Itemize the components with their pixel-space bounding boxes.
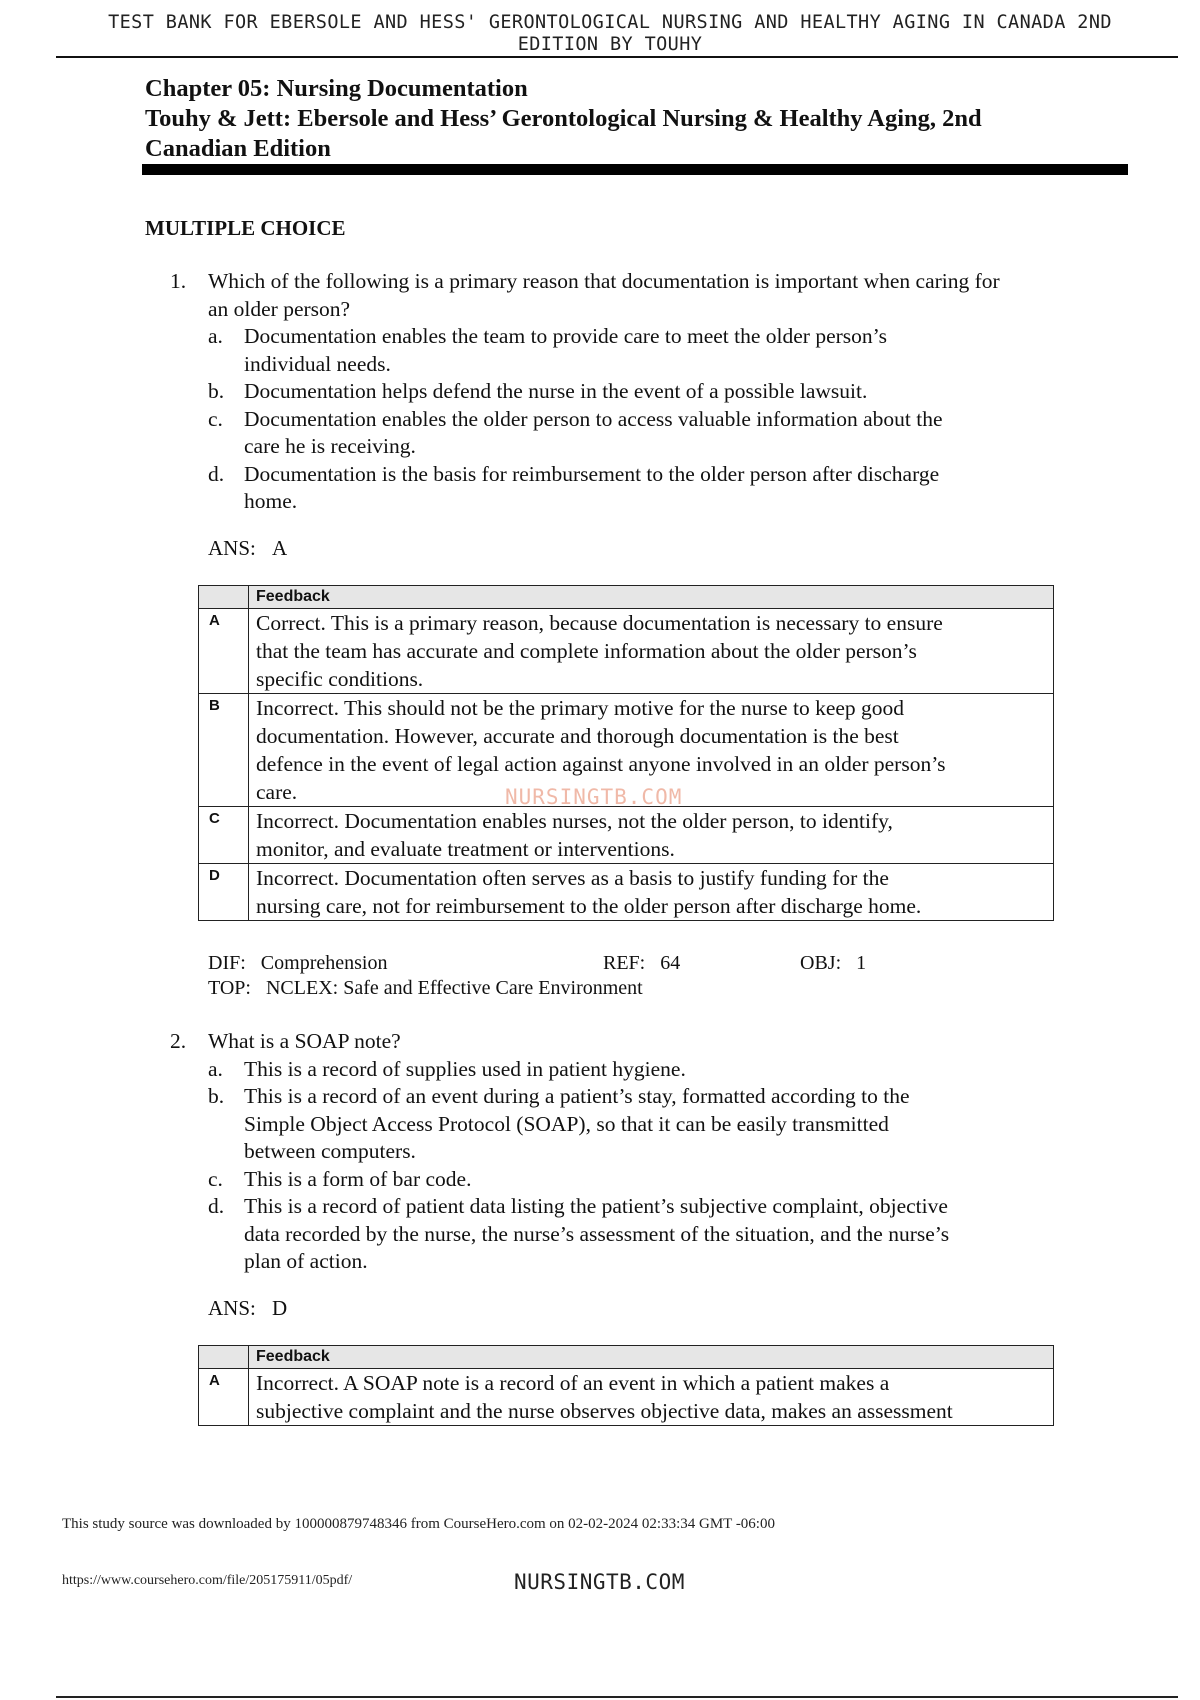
- feedback-table-2: [198, 1345, 1054, 1426]
- feedback-line: Incorrect. Documentation often serves as a basis to justify funding for the: [256, 866, 889, 890]
- feedback-text: [249, 609, 1054, 694]
- meta-label: TOP:: [208, 977, 251, 999]
- meta-label: REF:: [603, 952, 646, 974]
- question-number: 2.: [170, 1029, 187, 1053]
- answer-options: [208, 1056, 1100, 1276]
- chapter-rule: [142, 164, 1128, 175]
- feedback-text: [249, 807, 1054, 864]
- option-text: Documentation helps defend the nurse in the event of a possible lawsuit.: [244, 379, 868, 403]
- running-header: [30, 12, 1190, 56]
- meta-value: Comprehension: [260, 952, 388, 974]
- option-text: Documentation is the basis for reimbursement to the older person after discharge: [244, 461, 940, 486]
- answer-value: A: [272, 536, 288, 560]
- answer-options: [208, 323, 1100, 516]
- feedback-letter: A: [199, 1369, 249, 1426]
- meta-value: NCLEX: Safe and Effective Care Environment: [265, 977, 643, 999]
- option-letter: b.: [208, 379, 225, 403]
- question-stem-line: What is a SOAP note?: [208, 1029, 401, 1053]
- option-a: [208, 1056, 1100, 1084]
- feedback-text: [249, 1369, 1054, 1426]
- feedback-line: specific conditions.: [256, 667, 424, 691]
- option-text: This is a record of supplies used in patient hygiene.: [244, 1056, 686, 1081]
- feedback-line: nursing care, not for reimbursement to the older person after discharge home.: [256, 894, 922, 918]
- watermark: NURSINGTB.COM: [505, 785, 683, 809]
- question-2: [170, 1028, 1100, 1276]
- feedback-line: monitor, and evaluate treatment or interventions.: [256, 837, 675, 861]
- option-c: [208, 406, 1100, 461]
- feedback-letter: D: [199, 864, 249, 921]
- running-header-line2: EDITION BY TOUHY: [517, 34, 703, 55]
- option-text: Documentation enables the team to provide care to meet the older person’s: [244, 324, 887, 348]
- meta-value: 64: [660, 952, 681, 974]
- feedback-letter: C: [199, 807, 249, 864]
- question-stem: [208, 268, 1100, 323]
- option-text: care he is receiving.: [244, 434, 416, 458]
- answer-value: D: [272, 1296, 288, 1320]
- footer-brand: NURSINGTB.COM: [514, 1570, 685, 1594]
- option-letter: a.: [208, 324, 223, 348]
- option-b: [208, 378, 1100, 406]
- option-text: individual needs.: [244, 351, 391, 376]
- feedback-line: Incorrect. A SOAP note is a record of an event in which a patient makes a: [256, 1371, 890, 1395]
- footer-rule: [56, 1696, 1178, 1698]
- source-url[interactable]: https://www.coursehero.com/file/205175911/05pdf/: [62, 1573, 353, 1588]
- question-meta-1: [208, 951, 1108, 1003]
- running-header-line1: TEST BANK FOR EBERSOLE AND HESS' GERONTOLOGICAL NURSING AND HEALTHY AGING IN CANADA 2ND: [108, 12, 1112, 33]
- answer-key-1: [208, 536, 287, 561]
- header-rule: [56, 56, 1178, 58]
- feedback-line: Correct. This is a primary reason, because documentation is necessary to ensure: [256, 611, 943, 635]
- chapter-subtitle-line1: Touhy & Jett: Ebersole and Hess’ Gerontological Nursing & Healthy Aging, 2nd: [145, 105, 982, 132]
- option-text: between computers.: [244, 1139, 416, 1163]
- chapter-title-block: [145, 74, 1135, 164]
- chapter-title: Chapter 05: Nursing Documentation: [145, 75, 528, 102]
- meta-label: DIF:: [208, 952, 246, 974]
- question-stem: [208, 1028, 1100, 1056]
- option-b: [208, 1083, 1100, 1166]
- option-c: [208, 1166, 1100, 1194]
- question-stem-line: an older person?: [208, 296, 351, 321]
- section-heading: MULTIPLE CHOICE: [145, 216, 346, 240]
- question-stem-line: Which of the following is a primary reason that documentation is important when caring for: [208, 269, 1000, 293]
- question-1: [170, 268, 1100, 516]
- option-d: [208, 1193, 1100, 1276]
- answer-label: ANS:: [208, 536, 256, 560]
- option-letter: a.: [208, 1056, 223, 1081]
- option-text: home.: [244, 489, 298, 513]
- feedback-table-1: [198, 585, 1054, 921]
- feedback-text: [249, 864, 1054, 921]
- option-text: data recorded by the nurse, the nurse’s assessment of the situation, and the nurse’s: [244, 1221, 950, 1246]
- option-letter: c.: [208, 406, 223, 431]
- chapter-subtitle-line2: Canadian Edition: [145, 135, 331, 162]
- feedback-letter: A: [199, 609, 249, 694]
- feedback-header: Feedback: [249, 1346, 1054, 1369]
- option-text: Simple Object Access Protocol (SOAP), so that it can be easily transmitted: [244, 1111, 889, 1136]
- feedback-line: that the team has accurate and complete information about the older person’s: [256, 639, 917, 663]
- meta-value: 1: [856, 952, 867, 974]
- feedback-header-row: [199, 1346, 1054, 1369]
- feedback-header: Feedback: [249, 586, 1054, 609]
- question-number: 1.: [170, 269, 187, 293]
- feedback-row-c: [199, 807, 1054, 864]
- option-letter: b.: [208, 1084, 225, 1108]
- option-d: [208, 461, 1100, 516]
- option-text: Documentation enables the older person to access valuable information about the: [244, 406, 943, 431]
- option-text: plan of action.: [244, 1249, 368, 1273]
- feedback-line: Incorrect. This should not be the primary motive for the nurse to keep good: [256, 696, 905, 720]
- option-a: [208, 323, 1100, 378]
- option-text: This is a record of patient data listing the patient’s subjective complaint, objective: [244, 1194, 948, 1218]
- download-notice: This study source was downloaded by 100000879748346 from CourseHero.com on 02-02-2024 02:33:34 GMT -06:00: [62, 1516, 775, 1532]
- option-letter: c.: [208, 1166, 223, 1191]
- answer-label: ANS:: [208, 1296, 256, 1320]
- feedback-line: subjective complaint and the nurse observes objective data, makes an assessment: [256, 1399, 953, 1423]
- answer-key-2: [208, 1296, 287, 1321]
- feedback-letter: B: [199, 694, 249, 807]
- option-letter: d.: [208, 461, 225, 486]
- option-text: This is a record of an event during a patient’s stay, formatted according to the: [244, 1084, 910, 1108]
- feedback-line: documentation. However, accurate and thorough documentation is the best: [256, 724, 899, 748]
- feedback-line: Incorrect. Documentation enables nurses, not the older person, to identify,: [256, 809, 893, 833]
- option-text: This is a form of bar code.: [244, 1166, 472, 1191]
- meta-label: OBJ:: [800, 952, 842, 974]
- feedback-line: care.: [256, 780, 298, 804]
- feedback-row-a: [199, 609, 1054, 694]
- option-letter: d.: [208, 1194, 225, 1218]
- feedback-row-a: [199, 1369, 1054, 1426]
- feedback-header-row: [199, 586, 1054, 609]
- feedback-row-d: [199, 864, 1054, 921]
- feedback-line: defence in the event of legal action against anyone involved in an older person’s: [256, 752, 946, 776]
